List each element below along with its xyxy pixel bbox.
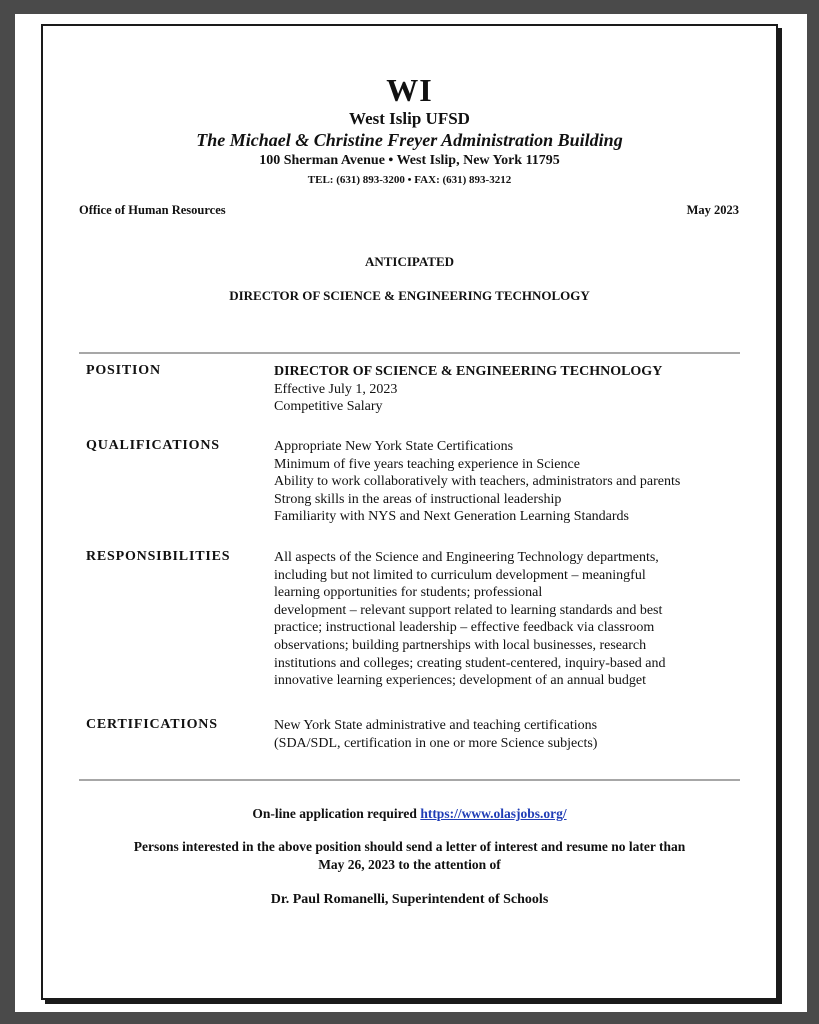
text-line: observations; building partnerships with local businesses, research <box>274 637 647 653</box>
list-item: Familiarity with NYS and Next Generation Learning Standards <box>274 509 629 525</box>
text-line: innovative learning experiences; development of an annual budget <box>274 673 647 689</box>
list-item: Strong skills in the areas of instructional leadership <box>274 491 562 507</box>
interest-deadline: May 26, 2023 to the attention of <box>318 857 501 872</box>
position-salary: Competitive Salary <box>274 399 383 415</box>
district-name: West Islip UFSD <box>349 109 470 128</box>
text-line: institutions and colleges; creating student-centered, inquiry-based and <box>274 655 666 671</box>
phone-fax: TEL: (631) 893-3200 • FAX: (631) 893-3212 <box>307 174 512 186</box>
position-label: POSITION <box>86 363 161 378</box>
text-line: All aspects of the Science and Engineering Technology departments, <box>274 550 659 565</box>
interest-instructions <box>70 838 749 874</box>
district-logo: WI <box>386 72 433 108</box>
text-line: New York State administrative and teaching certifications <box>274 718 598 733</box>
application-note <box>0 806 819 822</box>
list-item: Ability to work collaboratively with teachers, administrators and parents <box>274 474 681 490</box>
bottom-divider <box>79 779 740 781</box>
top-divider <box>79 352 740 354</box>
office-name: Office of Human Resources <box>79 203 226 217</box>
interest-line: Persons interested in the above position should send a letter of interest and resume no later than <box>133 839 686 854</box>
qualifications-list <box>274 438 744 526</box>
application-text: On-line application required <box>252 806 417 821</box>
position-title: DIRECTOR OF SCIENCE & ENGINEERING TECHNOLOGY <box>274 364 663 379</box>
text-line: (SDA/SDL, certification in one or more Science subjects) <box>274 735 598 751</box>
application-link[interactable]: https://www.olasjobs.org/ <box>420 806 567 821</box>
posting-date: May 2023 <box>686 203 739 217</box>
position-details <box>274 363 744 416</box>
responsibilities-label: RESPONSIBILITIES <box>86 549 231 564</box>
qualifications-label: QUALIFICATIONS <box>86 438 220 453</box>
status-heading: ANTICIPATED <box>364 254 455 269</box>
certifications-label: CERTIFICATIONS <box>86 717 218 732</box>
address: 100 Sherman Avenue • West Islip, New York 11795 <box>259 153 560 168</box>
list-item: Appropriate New York State Certifications <box>274 439 514 454</box>
text-line: learning opportunities for students; professional <box>274 585 543 601</box>
certifications-text <box>274 717 744 752</box>
attention-contact: Dr. Paul Romanelli, Superintendent of Schools <box>270 892 549 907</box>
position-effective: Effective July 1, 2023 <box>274 381 398 397</box>
list-item: Minimum of five years teaching experience in Science <box>274 456 580 472</box>
job-title-heading: DIRECTOR OF SCIENCE & ENGINEERING TECHNOLOGY <box>229 288 590 303</box>
text-line: including but not limited to curriculum development – meaningful <box>274 567 646 583</box>
responsibilities-text <box>274 549 744 690</box>
text-line: development – relevant support related to learning standards and best <box>274 602 663 618</box>
building-name: The Michael & Christine Freyer Administration Building <box>196 130 623 150</box>
text-line: practice; instructional leadership – effective feedback via classroom <box>274 620 655 636</box>
